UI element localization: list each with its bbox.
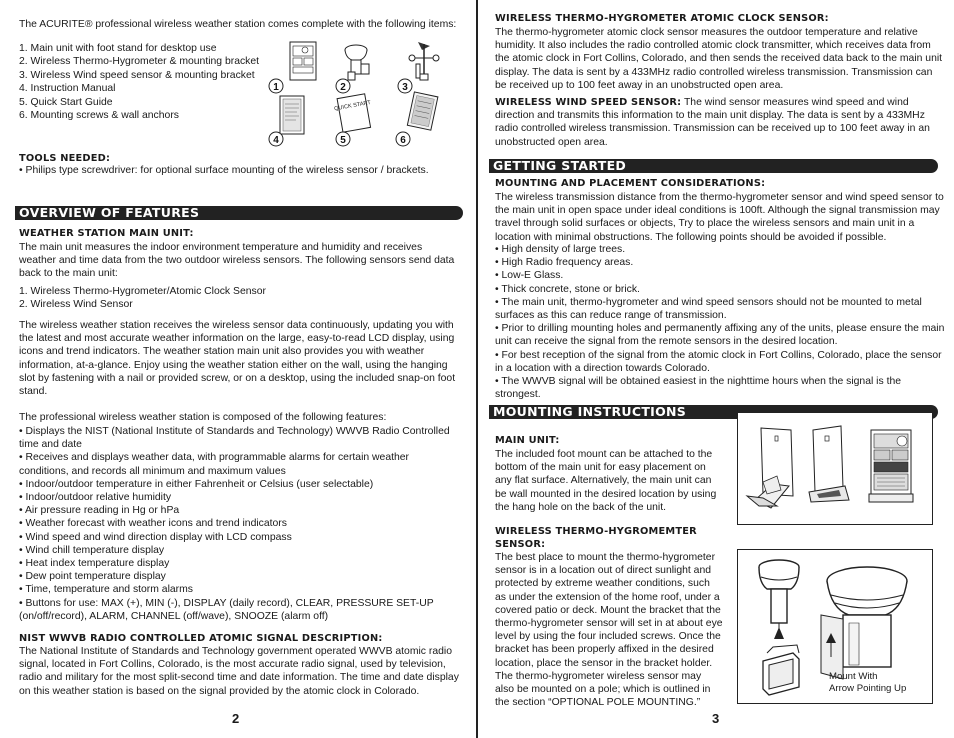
quick-start-label: QUICK START: [333, 99, 372, 113]
wind-sensor-icon: [409, 42, 439, 80]
list-item: 2. Wireless Thermo-Hygrometer & mounting bracket: [19, 56, 260, 68]
list-item: • For best reception of the signal from the atomic clock in Fort Collins, Colorado, place the sensor in a location with a direction towards Colorado.: [495, 349, 942, 374]
thermo-sensor-icon: [345, 45, 369, 80]
mounting-banner: MOUNTING INSTRUCTIONS: [489, 405, 938, 419]
screws-bag-icon: [407, 92, 438, 130]
mount-caption: [829, 671, 906, 695]
item-number-2: 2: [340, 82, 346, 93]
avoid-points-list: [495, 243, 945, 401]
wind-text: The wind sensor measures wind speed and wind direction and transmits this information to the main unit display. The data is sent by a 433MHz radio controlled wireless transmission. Transmission can be received up to 100 feet away in an unobstructed open area.: [495, 97, 930, 148]
sensor-text: The best place to mount the thermo-hygrometer sensor is in a location out of direct sunlight and protected by extreme weather conditions, such as under the extension of the home roof, under a covered patio or deck. Mount the bracket that the thermo-hygrometer sensor will set in at about eye level by using the four included screws. Once the bracket has been properly affixed in the desired location, place the sensor in the bracket holder. The thermo-hygrometer wireless sensor may also be mounted on a pole; which is outlined in the section “OPTIONAL POLE MOUNTING.”: [495, 552, 723, 709]
item-number-4: 4: [273, 135, 279, 146]
mount-caption-line-2: Arrow Pointing Up: [829, 683, 907, 694]
manual-icon: [280, 96, 304, 134]
list-item: • The WWVB signal will be obtained easiest in the nighttime hours when the signal is the strongest.: [495, 376, 902, 401]
main-unit-heading: MAIN UNIT:: [495, 435, 560, 446]
list-item: • Time, temperature and storm alarms: [19, 584, 193, 596]
list-item: • Low-E Glass.: [495, 270, 564, 282]
quick-start-icon: [333, 93, 376, 133]
list-item: • Dew point temperature display: [19, 571, 166, 583]
sensors-list: [19, 285, 459, 311]
right-page: [478, 0, 954, 738]
left-page: [0, 0, 476, 738]
features-list: [19, 425, 459, 623]
list-item: 3. Wireless Wind speed sensor & mounting bracket: [19, 69, 255, 81]
tools-heading: TOOLS NEEDED:: [19, 153, 111, 164]
list-item: • The main unit, thermo-hygrometer and wind speed sensors should not be mounted to metal surfaces as this can reduce range of transmission.: [495, 296, 922, 322]
list-item: • Wind chill temperature display: [19, 544, 165, 556]
item-number-5: 5: [340, 135, 346, 146]
mounting-heading: MOUNTING AND PLACEMENT CONSIDERATIONS:: [495, 178, 766, 189]
list-item: • Weather forecast with weather icons and trend indicators: [19, 518, 287, 530]
main-unit-icon: [290, 42, 316, 80]
unit-front-icon: [869, 430, 913, 502]
sensor-heading: WIRELESS THERMO-HYGROMEMTER SENSOR:: [495, 526, 697, 550]
station-text: The wireless weather station receives the wireless sensor data continuously, updating you with the latest and most accurate weather information on the large, easy-to-read LCD display, using icons and trend indicators. The weather station main unit also provides you with weather information, at-a-glance. Enjoy using the weather station either on the wall, using the hanging slot by fastening with a nail or provided screw, or on a desktop, using the included snap-on foot stand.: [19, 320, 456, 398]
list-item: • Heat index temperature display: [19, 558, 170, 570]
features-intro: The professional wireless weather station is composed of the following features:: [19, 412, 387, 423]
list-item: • Indoor/outdoor temperature in either Fahrenheit or Celsius (user selectable): [19, 478, 374, 490]
intro-text: The ACURITE® professional wireless weather station comes complete with the following items:: [19, 19, 457, 30]
getting-started-banner: GETTING STARTED: [489, 159, 938, 173]
mount-caption-line-1: Mount With: [829, 671, 878, 682]
main-unit-text: The included foot mount can be attached to the bottom of the main unit for easy placement on any flat surface. Alternatively, the main unit can be wall mounted in the desired location by using the hang hole on the back of the unit.: [495, 449, 717, 513]
list-item: • Displays the NIST (National Institute of Standards and Technology) WWVB Radio Controlled time and date: [19, 426, 450, 451]
list-item: 1. Main unit with foot stand for desktop use: [19, 43, 217, 54]
list-item: 4. Instruction Manual: [19, 83, 116, 95]
thermo-text: The thermo-hygrometer atomic clock sensor measures the outdoor temperature and relative humidity. It also includes the radio controlled atomic clock transmitter, which receives data from the atomic clock in Fort Collins, Colorado, and then sends the received data back to the main unit display. The data is sent by a 433MHz radio controlled wireless transmission. Transmission can be received up to 100 feet away in an unobstructed open area.: [495, 27, 943, 91]
page-number: 3: [712, 711, 720, 726]
list-item: • High Radio frequency areas.: [495, 257, 634, 269]
list-item: • High density of large trees.: [495, 244, 626, 255]
overview-banner: OVERVIEW OF FEATURES: [15, 206, 463, 220]
main-unit-heading: WEATHER STATION MAIN UNIT:: [19, 228, 194, 239]
list-item: • Buttons for use: MAX (+), MIN (-), DISPLAY (daily record), CLEAR, PRESSURE SET-UP (on/off/record), ALARM, CHANNEL (off/wave), SNOOZE (alarm off): [19, 597, 434, 622]
list-item: 1. Wireless Thermo-Hygrometer/Atomic Clock Sensor: [19, 286, 266, 297]
wind-paragraph: [495, 96, 945, 149]
nist-text: The National Institute of Standards and Technology government operated WWVB atomic radio signal, located in Fort Collins, Colorado, is the most accurate radio signal, used by television, radio and military for the most split-second time and date information. The time and date display on this weather station is based on the signal provided by the atomic clock in Colorado.: [19, 646, 459, 697]
list-item: 2. Wireless Wind Sensor: [19, 299, 133, 311]
list-item: • Wind speed and wind direction display with LCD compass: [19, 531, 292, 543]
main-unit-mount-illustration: [737, 412, 933, 525]
thermo-heading: WIRELESS THERMO-HYGROMETER ATOMIC CLOCK SENSOR:: [495, 13, 829, 24]
list-item: • Indoor/outdoor relative humidity: [19, 492, 172, 504]
page-number: 2: [232, 711, 240, 726]
items-list: [19, 42, 279, 122]
list-item: • Thick concrete, stone or brick.: [495, 283, 640, 295]
main-unit-text: The main unit measures the indoor environment temperature and humidity and receives weather and time data from the two outdoor wireless sensors. The following sensors send data back to the main unit:: [19, 242, 455, 280]
list-item: 5. Quick Start Guide: [19, 96, 113, 108]
nist-heading: NIST WWVB RADIO CONTROLLED ATOMIC SIGNAL DESCRIPTION:: [19, 633, 383, 644]
item-number-1: 1: [273, 82, 279, 93]
list-item: • Prior to drilling mounting holes and permanently affixing any of the units, please ensure the main unit can receive the signal from the remote sensors in the desired location.: [495, 323, 945, 348]
tools-text: • Philips type screwdriver: for optional surface mounting of the wireless sensor / brackets.: [19, 165, 429, 176]
item-number-3: 3: [402, 82, 408, 93]
mounting-text: The wireless transmission distance from the thermo-hygrometer sensor and wind speed sensor to the main unit in open space under ideal conditions is 100ft. Although the signal transmission may travel through solid surfaces or objects, Try to place the wireless sensors and main unit in a location with minimal obstructions. The following points should be avoided if possible.: [495, 192, 944, 243]
package-contents-illustration: [262, 36, 452, 154]
list-item: • Receives and displays weather data, with programmable alarms for certain weather conditions, and records all minimum and maximum values: [19, 452, 410, 477]
list-item: • Air pressure reading in Hg or hPa: [19, 505, 180, 517]
wind-heading: WIRELESS WIND SPEED SENSOR:: [495, 97, 682, 108]
list-item: 6. Mounting screws & wall anchors: [19, 110, 179, 122]
item-number-6: 6: [400, 135, 406, 146]
